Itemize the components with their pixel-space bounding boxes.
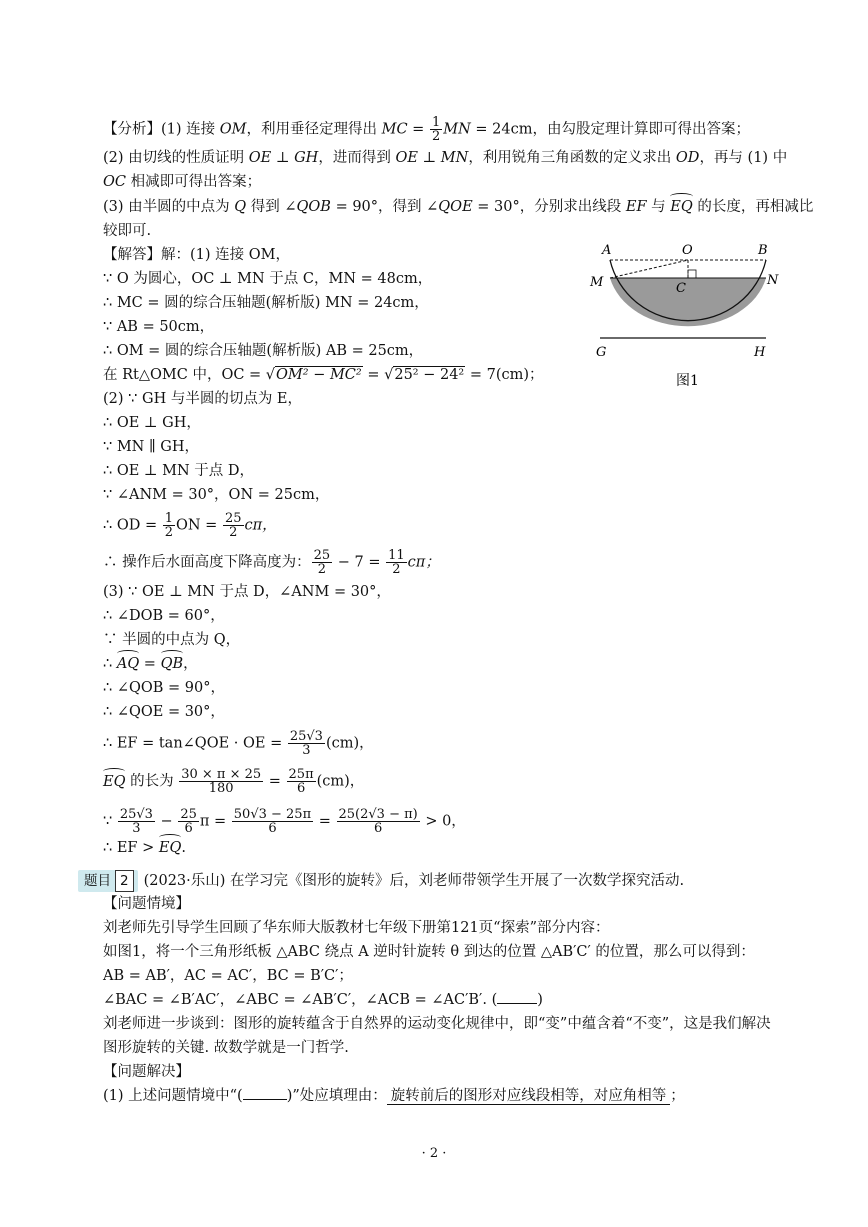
solution-line-10: ∴ OE ⊥ MN 于点 D， [103, 463, 255, 479]
label-o: O [682, 243, 693, 258]
figure-caption: 图1 [676, 373, 699, 389]
label-c: C [676, 281, 686, 296]
problem-p6: 图形旋转的关键. 故数学就是一门哲学. [103, 1040, 349, 1056]
analysis-line-2: (2) 由切线的性质证明 OE ⊥ GH，进而得到 OE ⊥ MN，利用锐角三角函数的定义求出 OD，再与 (1) 中 [103, 150, 788, 166]
solution-line-19: ∴ ∠QOE = 30°， [103, 704, 225, 720]
analysis-line-3: OC 相减即可得出答案； [103, 174, 262, 190]
problem-p4: ∠BAC = ∠B′AC′，∠ABC = ∠AB′C′，∠ACB = ∠AC′B′. ( ) [103, 992, 543, 1008]
solution-line-4: ∵ AB = 50cm， [103, 319, 215, 335]
segment-om [610, 260, 688, 278]
solution-line-13: ∴ 操作后水面高度下降高度为： $\frac{25}{2}$ − 7 = $\frac{11}{2}$ cπ； [103, 548, 440, 577]
analysis-line-1: 【分析】(1) 连接 OM，利用垂径定理得出 MC = $\frac{1}{2}$ MN = 24cm，由勾股定理计算即可得出答案； [103, 115, 750, 144]
blank-reason[interactable] [497, 1003, 537, 1004]
solution-line-3: ∴ MC = 圆的综合压轴题(解析版) MN = 24cm， [103, 295, 429, 311]
solution-line-17: ∴ AQ = QB， [103, 656, 198, 672]
problem-sec2: 【问题解决】 [103, 1064, 190, 1080]
label-m: M [590, 275, 604, 290]
label-b: B [758, 243, 768, 258]
label-g: G [596, 345, 607, 360]
solution-line-7: (2) ∵ GH 与半圆的切点为 E， [103, 391, 303, 407]
problem-p2: 如图1，将一个三角形纸板 △ABC 绕点 A 逆时针旋转 θ 到达的位置 △AB′C′ 的位置，那么可以得到： [103, 944, 755, 960]
solution-line-1: 【解答】解：(1) 连接 OM， [103, 247, 290, 263]
analysis-line-5: 较即可. [103, 223, 152, 239]
problem-p5: 刘老师进一步谈到：图形的旋转蕴含于自然界的运动变化规律中，即“变”中蕴含着“不变”，这是我们解决 [103, 1016, 771, 1032]
solution-line-16: ∵ 半圆的中点为 Q， [103, 632, 241, 648]
arc-eq: EQ [670, 199, 693, 215]
semicircle-diagram [588, 240, 788, 390]
problem-q1: (1) 上述问题情境中“( )”处应填理由： 旋转前后的图形对应线段相等，对应角相等 ； [103, 1088, 685, 1104]
fraction-half: $\frac{1}{2}$ [431, 115, 441, 144]
water-region [610, 278, 766, 326]
semicircle-figure [588, 240, 788, 394]
label-h: H [754, 345, 766, 360]
solution-line-8: ∴ OE ⊥ GH， [103, 415, 201, 431]
label-a: A [602, 243, 612, 258]
solution-line-18: ∴ ∠QOB = 90°， [103, 680, 225, 696]
solution-line-9: ∵ MN ∥ GH， [103, 439, 200, 455]
solution-line-2: ∵ O 为圆心，OC ⊥ MN 于点 C，MN = 48cm， [103, 271, 433, 287]
solution-line-15: ∴ ∠DOB = 60°， [103, 608, 225, 624]
solution-label: 【解答】 [103, 247, 161, 263]
problem-badge: 题目 2 [78, 870, 138, 892]
label-n: N [767, 273, 779, 288]
analysis-label: 【分析】 [103, 121, 161, 138]
solution-line-20: ∴ EF = tan∠QOE · OE = $\frac{25√3}{3}$ (cm)， [103, 729, 374, 758]
solution-line-14: (3) ∵ OE ⊥ MN 于点 D，∠ANM = 30°， [103, 584, 391, 600]
problem-intro: 题目 2 (2023·乐山) 在学习完《图形的旋转》后，刘老师带领学生开展了一次数学探究活动. [78, 870, 684, 892]
solution-line-12: ∴ OD = $\frac{1}{2}$ ON = $\frac{25}{2}$ cπ， [103, 511, 277, 540]
solution-line-23: ∴ EF > EQ. [103, 840, 186, 856]
page-number: · 2 · [421, 1146, 447, 1161]
analysis-line-4: (3) 由半圆的中点为 Q 得到 ∠QOB = 90°，得到 ∠QOE = 30°，分别求出线段 EF 与 EQ 的长度，再相减比 [103, 199, 814, 215]
solution-line-6: 在 Rt△OMC 中，OC = √OM² − MC² = √25² − 24² = 7(cm)； [103, 367, 544, 383]
problem-sec1: 【问题情境】 [103, 896, 190, 912]
solution-line-22: ∵ $\frac{25√3}{3}$ − $\frac{25}{6}$ π = $\frac{50√3 - 25\pi}{6}$ = $\frac{25(2√3 - \pi)}{6}$ > 0， [103, 807, 466, 836]
solution-line-11: ∵ ∠ANM = 30°，ON = 25cm， [103, 487, 330, 503]
solution-line-5: ∴ OM = 圆的综合压轴题(解析版) AB = 25cm， [103, 343, 424, 359]
right-angle-mark [688, 270, 696, 278]
problem-p3: AB = AB′，AC = AC′，BC = B′C′； [103, 968, 353, 984]
solution-line-21: EQ 的长为 $\frac{30 \times \pi \times 25}{180}$ = $\frac{25\pi}{6}$ (cm)， [103, 767, 365, 796]
problem-p1: 刘老师先引导学生回顾了华东师大版教材七年级下册第121页“探索”部分内容： [103, 920, 610, 936]
answer-q1: 旋转前后的图形对应线段相等，对应角相等 [387, 1088, 671, 1105]
